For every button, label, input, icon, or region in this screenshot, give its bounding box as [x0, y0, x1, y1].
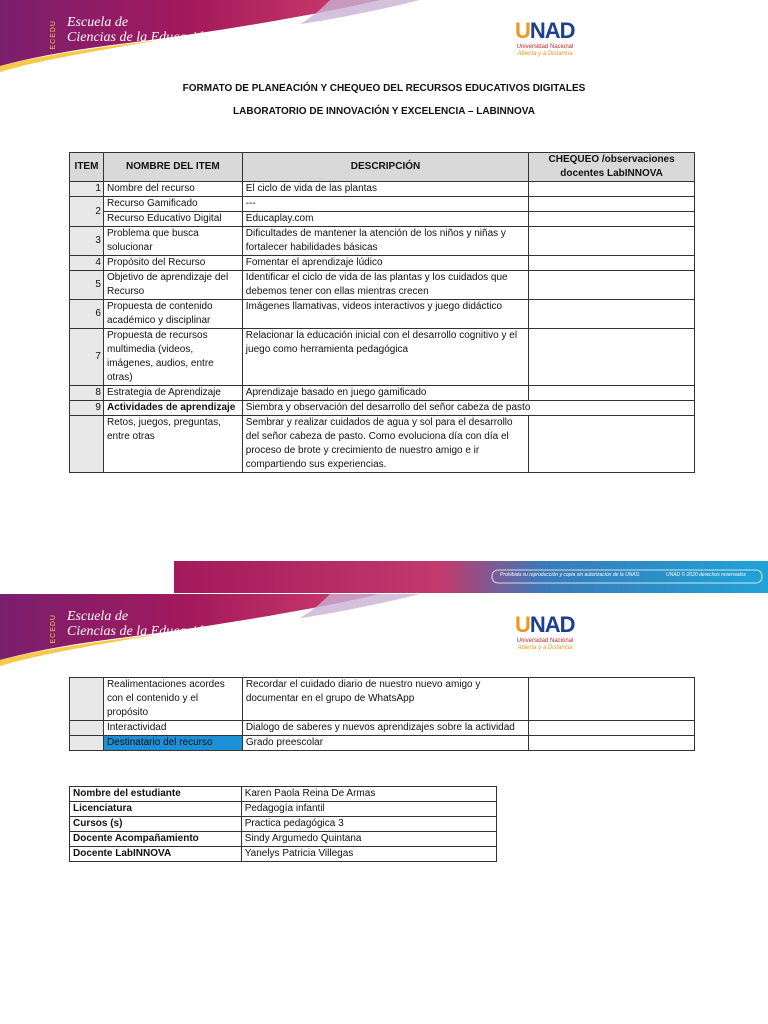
item-description: Grado preescolar [242, 736, 529, 751]
item-description: El ciclo de vida de las plantas [242, 182, 528, 197]
item-name: Realimentaciones acordes con el contenido y el propósito [103, 678, 242, 721]
student-info-label: Docente LabINNOVA [70, 847, 242, 862]
ecedu-vertical-tag: ECEDU [50, 20, 57, 50]
item-name: Nombre del recurso [103, 182, 242, 197]
table-row [70, 256, 695, 271]
item-description: --- [242, 197, 528, 212]
table-row [70, 271, 695, 300]
item-description: Relacionar la educación inicial con el desarrollo cognitivo y el juego como herramienta pedagógica [242, 329, 528, 386]
school-name-line1: Escuela de [67, 15, 129, 30]
item-name: Problema que busca solucionar [103, 227, 242, 256]
item-name: Objetivo de aprendizaje del Recurso [103, 271, 242, 300]
item-description: Recordar el cuidado diario de nuestro nuevo amigo y documentar en el grupo de WhatsApp [242, 678, 529, 721]
student-info-value: Sindy Argumedo Quintana [241, 832, 496, 847]
table-header-row [70, 153, 695, 182]
item-check [529, 182, 695, 197]
item-name: Estrategia de Aprendizaje [103, 386, 242, 401]
item-description: Fomentar el aprendizaje lúdico [242, 256, 528, 271]
table-row [70, 300, 695, 329]
page-header-banner [0, 0, 768, 72]
table-row [70, 736, 695, 751]
unad-logo-line2: Abierta y a Distancia [517, 51, 573, 57]
student-info-value: Pedagogía infantil [241, 802, 496, 817]
item-check [529, 256, 695, 271]
header-item-name: NOMBRE DEL ITEM [103, 153, 242, 182]
table-row [70, 721, 695, 736]
table-row [70, 401, 695, 416]
header-item: ITEM [70, 153, 104, 182]
table-row [70, 182, 695, 197]
item-check [529, 416, 695, 473]
table-row [70, 329, 695, 386]
unad-logo-nad: NAD [529, 18, 575, 43]
item-number [70, 721, 104, 736]
item-check [529, 227, 695, 256]
item-check [529, 300, 695, 329]
unad-logo [505, 604, 595, 664]
page-footer-strip [174, 561, 768, 593]
table-row [70, 416, 695, 473]
header-description: DESCRIPCIÓN [242, 153, 528, 182]
item-name: Recurso Gamificado [103, 197, 242, 212]
unad-logo-u: U [515, 18, 530, 43]
unad-logo-u: U [515, 612, 530, 637]
student-info-value: Karen Paola Reina De Armas [241, 787, 496, 802]
student-info-value: Practica pedagógica 3 [241, 817, 496, 832]
student-info-row [70, 832, 497, 847]
item-number: 1 [70, 182, 104, 197]
table-row [70, 197, 695, 212]
footer-rights: UNAD © 2020 derechos reservados [666, 572, 746, 578]
student-info-row [70, 802, 497, 817]
item-name: Destinatario del recurso [103, 736, 242, 751]
page-header-banner [0, 594, 768, 666]
school-name-line2: Ciencias de la Educación [67, 30, 211, 45]
item-check [529, 736, 695, 751]
student-info-row [70, 847, 497, 862]
student-info-row [70, 817, 497, 832]
item-check [529, 197, 695, 212]
unad-logo-line1: Universidad Nacional [516, 638, 574, 644]
item-number [70, 678, 104, 721]
item-description: Imágenes llamativas, videos interactivos y juego didáctico [242, 300, 528, 329]
item-description: Siembra y observación del desarrollo del señor cabeza de pasto [242, 401, 694, 416]
item-number [70, 736, 104, 751]
footer-notice: Prohibida su reproducción y copia sin autorización de la UNAD. [500, 572, 641, 578]
school-name-line2: Ciencias de la Educación [67, 624, 211, 639]
unad-logo-nad: NAD [529, 612, 575, 637]
item-description: Identificar el ciclo de vida de las plantas y los cuidados que debemos tener con ellas mientras crecen [242, 271, 528, 300]
unad-logo-line2: Abierta y a Distancia [517, 645, 573, 651]
item-number: 7 [70, 329, 104, 386]
item-name: Interactividad [103, 721, 242, 736]
item-number: 4 [70, 256, 104, 271]
school-name-line1: Escuela de [67, 609, 129, 624]
item-name: Propuesta de contenido académico y disciplinar [103, 300, 242, 329]
table-row [70, 386, 695, 401]
student-info-label: Cursos (s) [70, 817, 242, 832]
item-check [529, 678, 695, 721]
item-number [70, 416, 104, 473]
ecedu-vertical-tag: ECEDU [50, 614, 57, 644]
item-name: Propuesta de recursos multimedia (videos, imágenes, audios, entre otras) [103, 329, 242, 386]
item-description: Dialogo de saberes y nuevos aprendizajes sobre la actividad [242, 721, 529, 736]
item-description: Dificultades de mantener la atención de los niños y niñas y fortalecer habilidades básicas [242, 227, 528, 256]
document-subtitle: LABORATORIO DE INNOVACIÓN Y EXCELENCIA – LABINNOVA [233, 106, 535, 117]
table-row [70, 678, 695, 721]
school-name [67, 609, 210, 639]
school-name [67, 15, 210, 45]
table-row [70, 212, 695, 227]
item-number: 9 [70, 401, 104, 416]
student-info-row [70, 787, 497, 802]
item-name: Recurso Educativo Digital [103, 212, 242, 227]
item-number: 3 [70, 227, 104, 256]
item-description: Aprendizaje basado en juego gamificado [242, 386, 528, 401]
resource-planning-table [69, 152, 695, 473]
item-number: 5 [70, 271, 104, 300]
item-check [529, 721, 695, 736]
item-number: 8 [70, 386, 104, 401]
item-name: Actividades de aprendizaje [103, 401, 242, 416]
student-info-label: Licenciatura [70, 802, 242, 817]
header-check: CHEQUEO /observaciones docentes LabINNOVA [529, 153, 695, 182]
student-info-value: Yanelys Patricia Villegas [241, 847, 496, 862]
item-check [529, 212, 695, 227]
document-title: FORMATO DE PLANEACIÓN Y CHEQUEO DEL RECURSOS EDUCATIVOS DIGITALES [182, 83, 586, 94]
item-number: 6 [70, 300, 104, 329]
student-info-table [69, 786, 497, 862]
unad-logo-line1: Universidad Nacional [516, 44, 574, 50]
item-name: Propósito del Recurso [103, 256, 242, 271]
item-number: 2 [70, 197, 104, 227]
item-name: Retos, juegos, preguntas, entre otras [103, 416, 242, 473]
item-description: Sembrar y realizar cuidados de agua y sol para el desarrollo del señor cabeza de pasto. Como evoluciona día con día el proceso de brote y crecimiento de nuestro amigo e ir compartiendo sus experiencias. [242, 416, 528, 473]
item-description: Educaplay.com [242, 212, 528, 227]
item-check [529, 386, 695, 401]
resource-planning-table-continued [69, 677, 695, 751]
student-info-label: Nombre del estudiante [70, 787, 242, 802]
student-info-label: Docente Acompañamiento [70, 832, 242, 847]
item-check [529, 271, 695, 300]
item-check [529, 329, 695, 386]
unad-logo [505, 10, 595, 70]
table-row [70, 227, 695, 256]
